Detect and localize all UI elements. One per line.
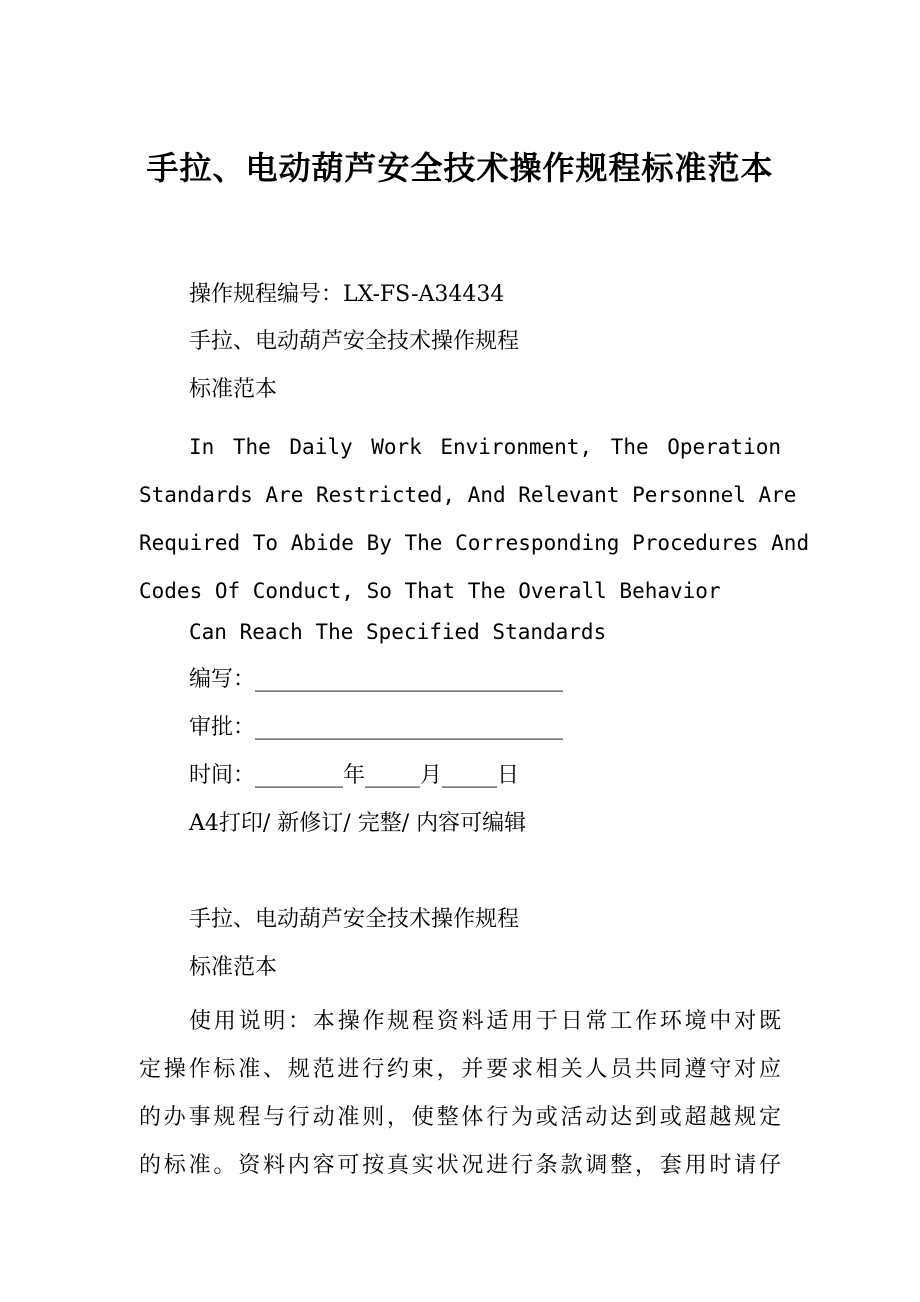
english-intro: [139, 423, 810, 615]
author-field: 编写：____________________________: [189, 667, 564, 692]
english-line: Required To Abide By The Corresponding Procedures And: [139, 531, 810, 555]
section-title-line-2: 标准范本: [189, 955, 278, 980]
document-code: 操作规程编号：LX-FS-A34434: [189, 282, 505, 307]
english-last-line: Can Reach The Specified Standards: [189, 620, 607, 644]
usage-line: 的办事规程与行动准则，使整体行为或活动达到或超越规定: [139, 1105, 781, 1130]
approver-field: 审批：____________________________: [189, 715, 564, 740]
section-title-line-1: 手拉、电动葫芦安全技术操作规程: [189, 907, 520, 932]
date-field: 时间：________年_____月_____日: [189, 763, 520, 788]
document-title: 手拉、电动葫芦安全技术操作规程标准范本: [146, 149, 774, 187]
usage-line: 定操作标准、规范进行约束，并要求相关人员共同遵守对应: [139, 1057, 781, 1082]
english-line: Standards Are Restricted, And Relevant Personnel Are: [139, 483, 797, 507]
usage-paragraph: [139, 998, 781, 1190]
usage-line: 使用说明：本操作规程资料适用于日常工作环境中对既: [189, 1009, 781, 1034]
subtitle-line-1: 手拉、电动葫芦安全技术操作规程: [189, 329, 520, 354]
usage-line: 的标准。资料内容可按真实状况进行条款调整，套用时请仔: [139, 1153, 781, 1178]
subtitle-line-2: 标准范本: [189, 377, 278, 402]
features-line: A4打印/ 新修订/ 完整/ 内容可编辑: [189, 811, 527, 836]
english-line: In The Daily Work Environment, The Operation: [189, 435, 781, 459]
english-line: Codes Of Conduct, So That The Overall Behavior: [139, 579, 721, 603]
